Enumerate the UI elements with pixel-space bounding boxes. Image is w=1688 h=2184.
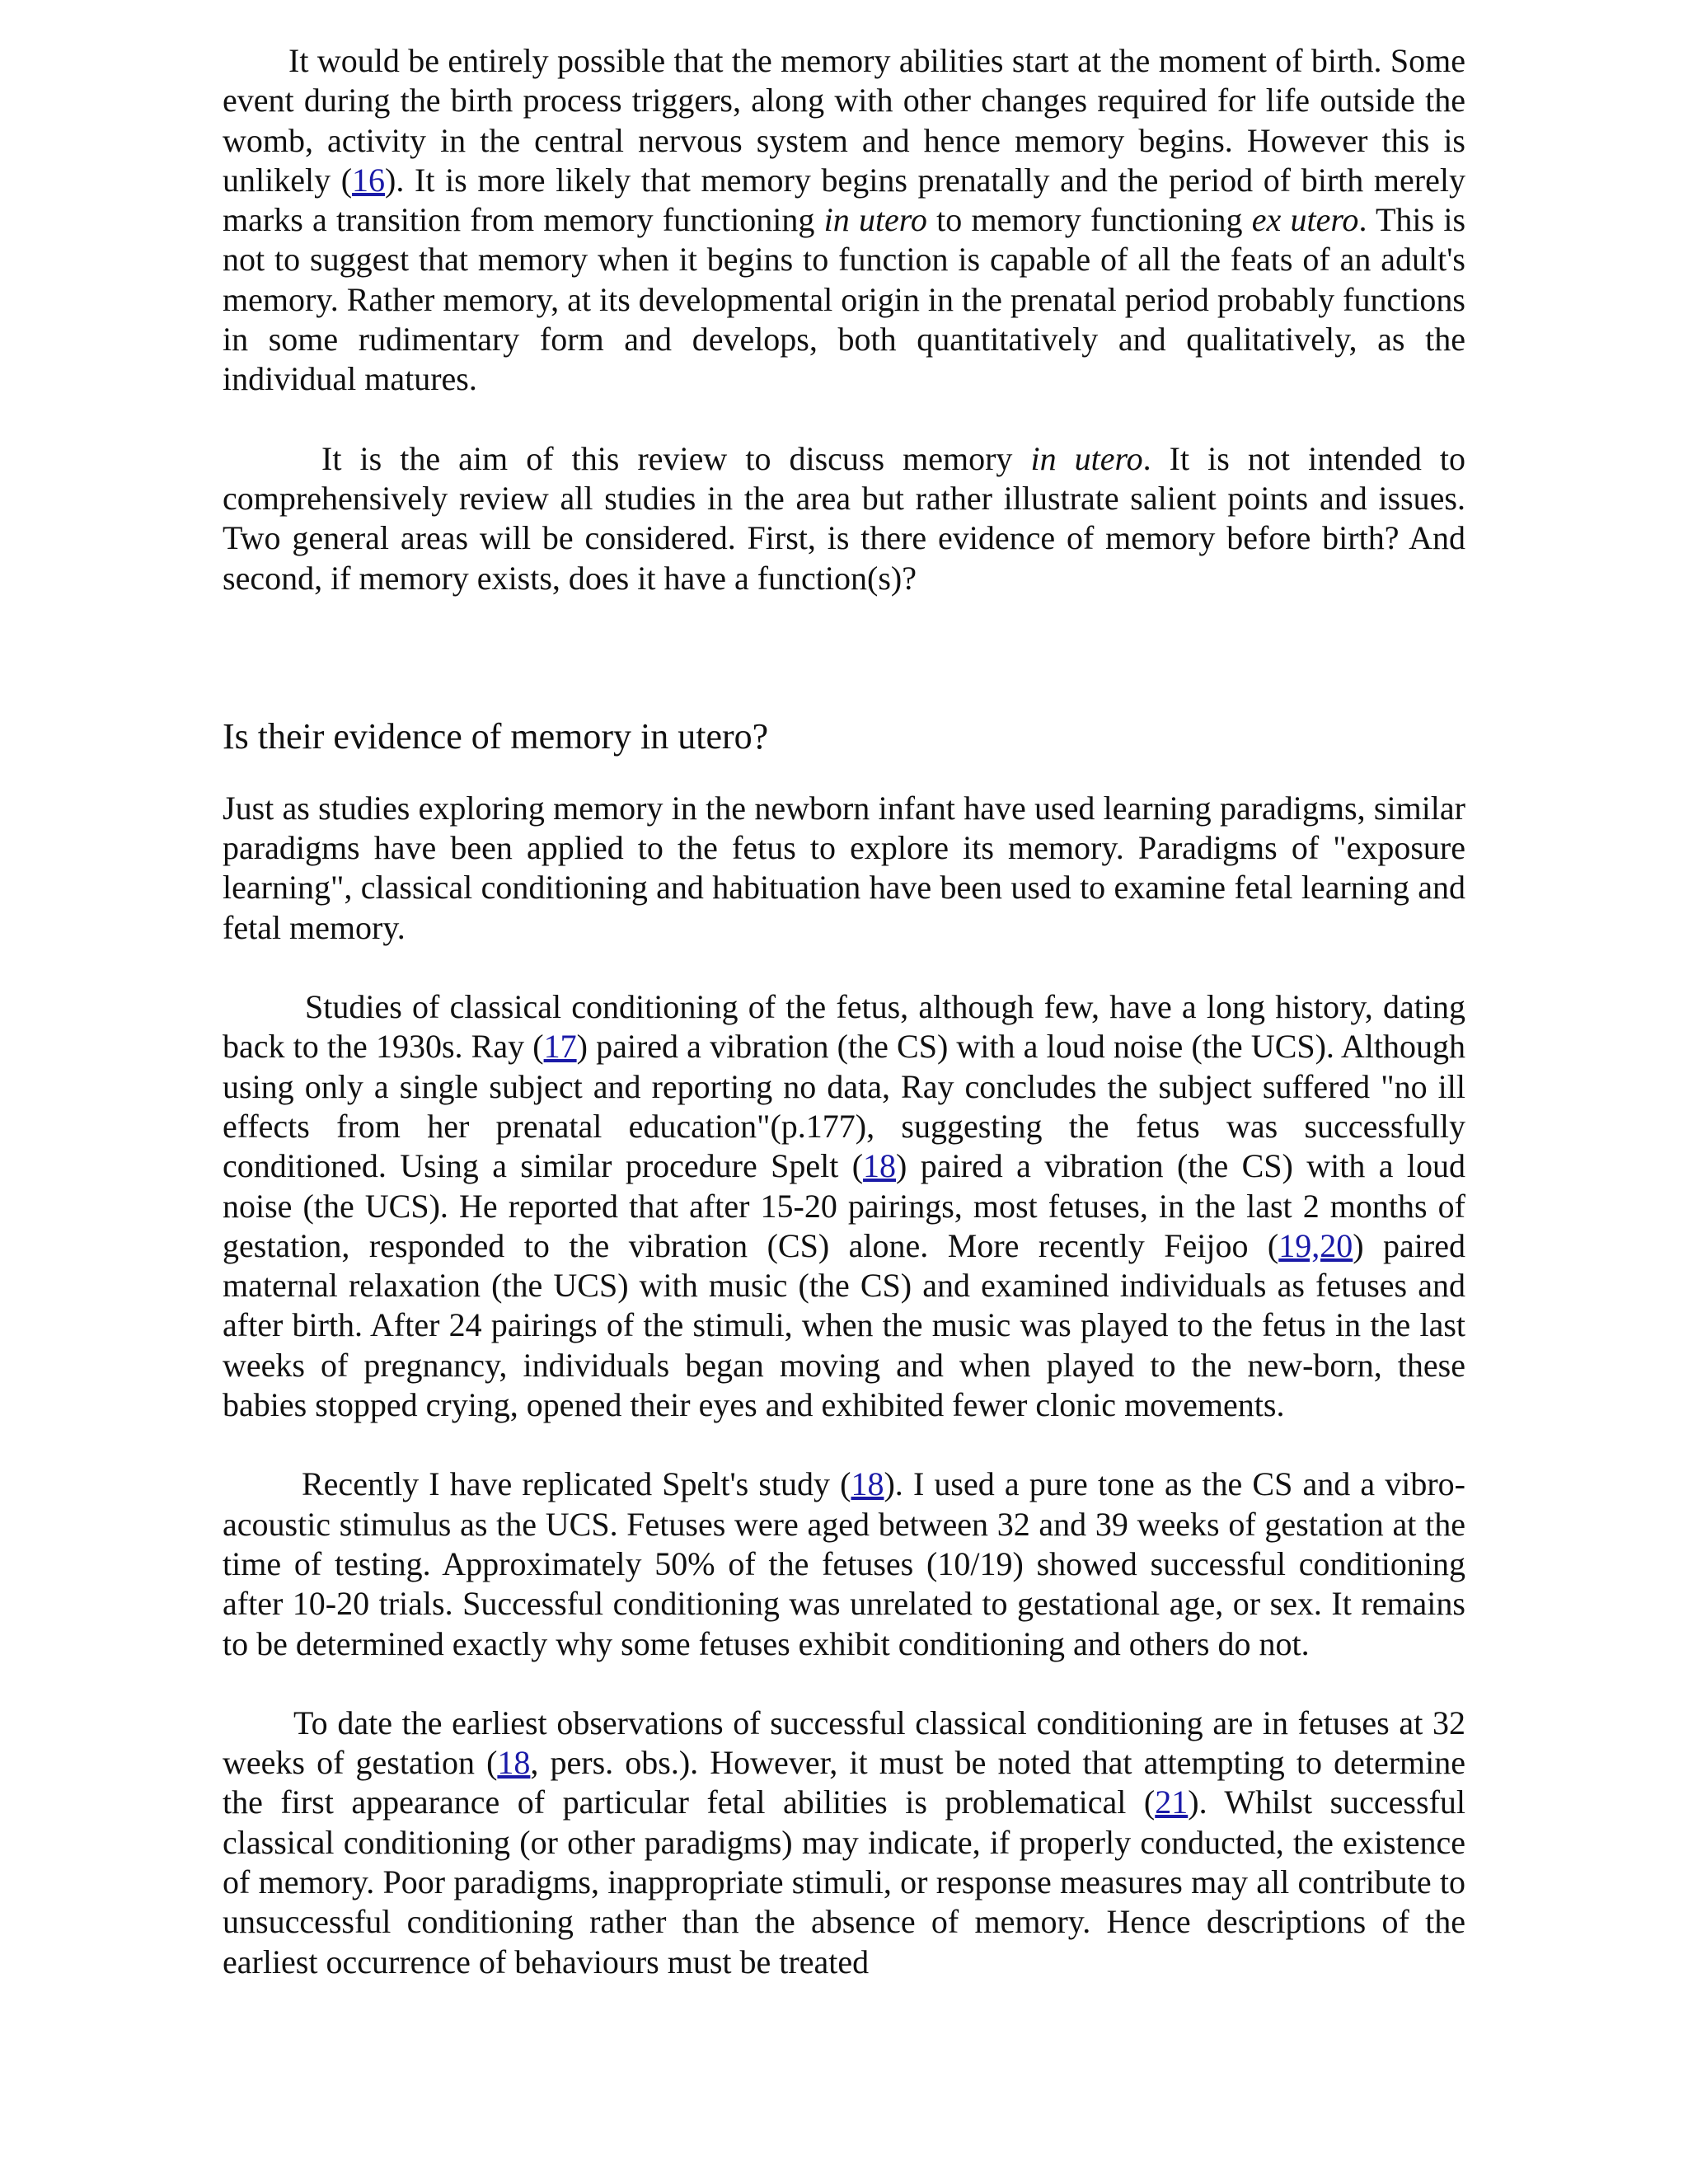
text-run: . This is not to suggest that memory when it begins to function is capable of all the feats of an adult's memory. Rather memory, at its developmental origin in the prenatal period probably functions in some rudimentary form and develops, both quantitatively and qualitatively, as the individual matures. bbox=[223, 201, 1466, 398]
paragraph-learning-paradigms bbox=[223, 789, 1465, 948]
text-run: ). It is more likely that memory begins prenatally and the period of birth merely marks a transition from memory functioning bbox=[223, 161, 1465, 239]
paragraph-classical-conditioning bbox=[223, 987, 1465, 1425]
text-run: To date the earliest observations of successful classical conditioning are in fetuses at 32 weeks of gestation ( bbox=[223, 1704, 1465, 1782]
text-run: , pers. obs.). However, it must be noted that attempting to determine the first appearance of particular fetal abilities is problematical ( bbox=[223, 1744, 1465, 1821]
text-run: Studies of classical conditioning of the fetus, although few, have a long history, dating back to the 1930s. Ray ( bbox=[223, 988, 1465, 1066]
citation-link-18[interactable]: 18 bbox=[851, 1465, 884, 1503]
text-run: ). I used a pure tone as the CS and a vibro-acoustic stimulus as the UCS. Fetuses were aged between 32 and 39 weeks of gestation at the time of testing. Approximately 50% of the fetuses (10/19) showed successful conditioning after 10-20 trials. Successful conditioning was unrelated to gestational age, or sex. It remains to be determined exactly why some fetuses exhibit conditioning and others do not. bbox=[223, 1465, 1466, 1662]
italic-term: in utero bbox=[1030, 439, 1143, 477]
section-heading: Is their evidence of memory in utero? bbox=[223, 715, 769, 757]
italic-term: ex utero bbox=[1251, 201, 1359, 239]
italic-term: in utero bbox=[823, 201, 927, 239]
citation-link-19-20[interactable]: 19,20 bbox=[1278, 1226, 1353, 1264]
paragraph-earliest-observations bbox=[223, 1704, 1465, 1982]
citation-link-21[interactable]: 21 bbox=[1155, 1783, 1189, 1821]
citation-link-16[interactable]: 16 bbox=[352, 161, 386, 199]
text-run: ) paired a vibration (the CS) with a loud noise (the UCS). Although using only a single subject and reporting no data, Ray concludes the subject suffered "no ill effects from her prenatal education"(p.177), suggesting the fetus was successfully conditioned. Using a similar procedure Spelt ( bbox=[223, 1028, 1465, 1185]
paragraph-memory-at-birth bbox=[223, 41, 1465, 400]
text-run: Recently I have replicated Spelt's study ( bbox=[302, 1465, 851, 1503]
text-run: It would be entirely possible that the memory abilities start at the moment of birth. Some event during the birth process triggers, along with other changes required for life outside the womb, activity in the central nervous system and hence memory begins. However this is unlikely ( bbox=[223, 42, 1465, 199]
paragraph-replication bbox=[223, 1465, 1465, 1663]
text-run: to memory functioning bbox=[926, 201, 1252, 239]
document-page bbox=[223, 41, 1465, 1982]
text-run: ). Whilst successful classical conditioning (or other paradigms) may indicate, if properly conducted, the existence of memory. Poor paradigms, inappropriate stimuli, or response measures may all contribute to unsuccessful conditioning rather than the absence of memory. Hence descriptions of the earliest occurrence of behaviours must be treated bbox=[223, 1783, 1465, 1980]
paragraph-review-aim bbox=[223, 439, 1465, 598]
citation-link-18[interactable]: 18 bbox=[497, 1744, 531, 1782]
text-run: ) paired a vibration (the CS) with a loud noise (the UCS). He reported that after 15-20 pairings, most fetuses, in the last 2 months of gestation, responded to the vibration (CS) alone. More recently Feijoo ( bbox=[223, 1147, 1465, 1264]
citation-link-18[interactable]: 18 bbox=[863, 1147, 897, 1185]
text-run: It is the aim of this review to discuss memory bbox=[321, 439, 1031, 477]
text-run: ) paired maternal relaxation (the UCS) with music (the CS) and examined individuals as fetuses and after birth. After 24 pairings of the stimuli, when the music was played to the fetus in the last weeks of pregnancy, individuals began moving and when played to the new-born, these babies stopped crying, opened their eyes and exhibited fewer clonic movements. bbox=[223, 1226, 1465, 1424]
text-run: . It is not intended to comprehensively review all studies in the area but rather illustrate salient points and issues. Two general areas will be considered. First, is there evidence of memory before birth? And second, if memory exists, does it have a function(s)? bbox=[223, 439, 1466, 597]
citation-link-17[interactable]: 17 bbox=[543, 1028, 577, 1066]
text-run: Just as studies exploring memory in the newborn infant have used learning paradigms, similar paradigms have been applied to the fetus to explore its memory. Paradigms of "exposure learning", classical conditioning and habituation have been used to examine fetal learning and fetal memory. bbox=[223, 789, 1465, 946]
